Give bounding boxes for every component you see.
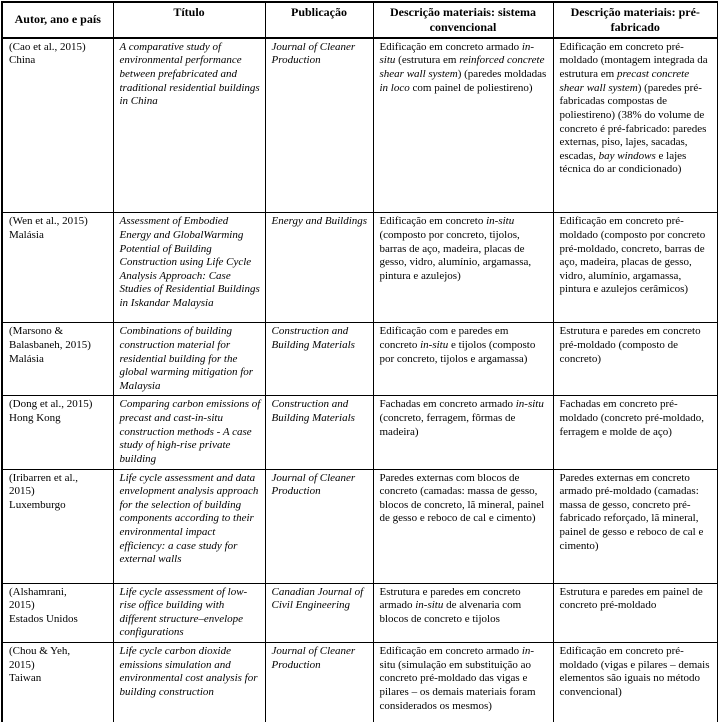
table-body bbox=[2, 38, 718, 722]
text-run: Edificação em concreto armado bbox=[379, 645, 522, 657]
text-run: Edificação em concreto pré-moldado (vigas e pilares – demais elementos são iguais no método convencional) bbox=[559, 645, 710, 698]
italic-text-run: in bbox=[521, 645, 531, 657]
prefab-description-cell bbox=[553, 396, 718, 469]
author-line: Taiwan bbox=[9, 672, 42, 685]
prefab-description-cell bbox=[553, 38, 718, 213]
table-row-3 bbox=[2, 323, 718, 396]
publication-cell: Construction and Building Materials bbox=[265, 323, 373, 396]
author-line: (Alshamrani, bbox=[9, 585, 67, 598]
italic-text-run: in-situ bbox=[379, 40, 535, 67]
text-run: e lajes técnica do ar condicionado) bbox=[559, 149, 687, 176]
header-row bbox=[2, 2, 718, 38]
title-cell: Life cycle assessment and data envelopment analysis approach for the selection of building components according to their environmental impact efficiency: a case study for external walls bbox=[113, 469, 265, 583]
text-run: Fachadas em concreto pré-moldado (concreto pré-moldado, ferragem e molde de aço) bbox=[559, 398, 704, 438]
author-line: 2015) bbox=[9, 658, 35, 671]
title-cell: A comparative study of environmental performance between prefabricated and traditional residential buildings in China bbox=[113, 38, 265, 213]
prefab-description-cell bbox=[553, 323, 718, 396]
author-line: 2015) bbox=[9, 599, 35, 612]
title-cell: Combinations of building construction material for residential building for the global warming mitigation for Malaysia bbox=[113, 323, 265, 396]
text-run: com painel de poliestireno) bbox=[409, 81, 533, 94]
column-header-publication: Publicação bbox=[265, 2, 373, 38]
author-line: (Wen et al., 2015) bbox=[9, 215, 88, 228]
author-line: (Cao et al., 2015) bbox=[9, 40, 86, 53]
italic-text-run: in-situ bbox=[486, 215, 515, 228]
prefab-description-cell bbox=[553, 583, 718, 643]
table-row-1 bbox=[2, 38, 718, 213]
author-line: (Dong et al., 2015) bbox=[9, 398, 93, 411]
text-run: Paredes externas com blocos de concreto (camadas: massa de gesso, blocos de concreto, lã mineral, painel de gesso e reboco de cal e cimento) bbox=[379, 471, 545, 525]
conventional-description-cell bbox=[373, 643, 553, 722]
publication-cell: Canadian Journal of Civil Engineering bbox=[265, 583, 373, 643]
author-line: Malásia bbox=[9, 352, 44, 365]
author-line: Estados Unidos bbox=[9, 612, 78, 625]
title-cell: Assessment of Embodied Energy and GlobalWarming Potential of Building Construction using Life Cycle Analysis Approach: Case Studies of Residential Buildings in Iskandar Malaysia bbox=[113, 213, 265, 323]
author-cell bbox=[2, 38, 113, 213]
publication-cell: Journal of Cleaner Production bbox=[265, 38, 373, 213]
prefab-description-cell bbox=[553, 643, 718, 722]
author-cell bbox=[2, 323, 113, 396]
text-run: (composto por concreto, tijolos, barras de aço, madeira, placas de gesso, vidro, alumínio, argamassa, pintura e azulejos) bbox=[379, 228, 532, 282]
table-row-5 bbox=[2, 469, 718, 583]
table-row-4 bbox=[2, 396, 718, 469]
table-row-7 bbox=[2, 643, 718, 722]
table-row-2 bbox=[2, 213, 718, 323]
publication-cell: Energy and Buildings bbox=[265, 213, 373, 323]
column-header-conventional: Descrição materiais: sistema convencional bbox=[373, 2, 553, 38]
conventional-description-cell bbox=[373, 38, 553, 213]
text-run: (concreto, ferragem, fôrmas de madeira) bbox=[379, 412, 516, 438]
text-run: -situ (simulação em substituição ao concreto pré-moldado das vigas e pilares – os demais materiais foram considerados os mesmos) bbox=[379, 645, 536, 712]
text-run: ) (paredes moldadas bbox=[457, 68, 547, 80]
column-header-title: Título bbox=[113, 2, 265, 38]
text-run: Edificação com e paredes em concreto bbox=[379, 325, 509, 351]
italic-text-run: in-situ bbox=[515, 398, 544, 411]
prefab-description-cell bbox=[553, 213, 718, 323]
italic-text-run: in-situ bbox=[415, 599, 444, 612]
author-cell bbox=[2, 583, 113, 643]
table-row-6 bbox=[2, 583, 718, 643]
author-line: Hong Kong bbox=[9, 412, 61, 424]
conventional-description-cell bbox=[373, 469, 553, 583]
italic-text-run: precast concrete shear wall system bbox=[559, 68, 690, 94]
author-line: 2015) bbox=[9, 485, 35, 498]
title-cell: Life cycle carbon dioxide emissions simulation and environmental cost analysis for building construction bbox=[113, 643, 265, 722]
text-run: Paredes externas em concreto armado pré-moldado (camadas: massa de gesso, concreto pré-fabricado reforçado, lã mineral, painel de gesso e reboco de cal e cimento) bbox=[559, 471, 704, 552]
literature-review-table bbox=[1, 1, 718, 722]
author-line: Balasbaneh, 2015) bbox=[9, 338, 91, 351]
text-run: Edificação em concreto bbox=[379, 215, 487, 228]
title-cell: Life cycle assessment of low-rise office building with different structure–envelope configurations bbox=[113, 583, 265, 643]
author-line: (Iribarren et al., bbox=[9, 471, 79, 484]
author-cell bbox=[2, 396, 113, 469]
text-run: Edificação em concreto pré-moldado (composto por concreto pré-moldado, concreto, barras de aço, madeira, placas de gesso, vidro, alumínio, argamassa, pintura e azulejos cerâmicos) bbox=[559, 215, 706, 296]
italic-text-run: reinforced concrete shear wall system bbox=[379, 54, 545, 80]
conventional-description-cell bbox=[373, 396, 553, 469]
publication-cell: Construction and Building Materials bbox=[265, 396, 373, 469]
italic-text-run: in loco bbox=[379, 81, 410, 94]
text-run: Edificação em concreto pré-moldado (montagem integrada da estrutura em bbox=[559, 40, 708, 80]
column-header-prefab: Descrição materiais: pré-fabricado bbox=[553, 2, 718, 38]
text-run: de alvenaria com blocos de concreto e tijolos bbox=[379, 599, 522, 625]
text-run: e tijolos (composto por concreto, tijolos e argamassa) bbox=[379, 338, 536, 365]
conventional-description-cell bbox=[373, 323, 553, 396]
author-line: Luxemburgo bbox=[9, 498, 66, 511]
column-header-author: Autor, ano e país bbox=[2, 2, 113, 38]
text-run: Fachadas em concreto armado bbox=[379, 398, 516, 411]
italic-text-run: in-situ bbox=[420, 338, 449, 351]
author-cell bbox=[2, 643, 113, 722]
prefab-description-cell bbox=[553, 469, 718, 583]
italic-text-run: bay windows bbox=[598, 149, 656, 162]
author-line: Malásia bbox=[9, 228, 44, 241]
text-run: (estrutura em bbox=[395, 54, 460, 67]
author-cell bbox=[2, 213, 113, 323]
conventional-description-cell bbox=[373, 583, 553, 643]
author-line: China bbox=[9, 54, 36, 67]
author-line: (Marsono & bbox=[9, 325, 64, 338]
author-cell bbox=[2, 469, 113, 583]
publication-cell: Journal of Cleaner Production bbox=[265, 643, 373, 722]
text-run: Estrutura e paredes em concreto armado bbox=[379, 585, 521, 612]
publication-cell: Journal of Cleaner Production bbox=[265, 469, 373, 583]
title-cell: Comparing carbon emissions of precast and cast-in-situ construction methods - A case study of high-rise private building bbox=[113, 396, 265, 469]
text-run: Estrutura e paredes em painel de concreto pré-moldado bbox=[559, 585, 703, 612]
text-run: Estrutura e paredes em concreto pré-moldado (composto de concreto) bbox=[559, 325, 701, 365]
author-line: (Chou & Yeh, bbox=[9, 645, 71, 657]
conventional-description-cell bbox=[373, 213, 553, 323]
text-run: ) (paredes pré-fabricadas compostas de poliestireno) (38% do volume de concreto é pré-fabricado: paredes externas, piso, lajes, sacadas, escadas, bbox=[559, 81, 707, 162]
text-run: Edificação em concreto armado bbox=[379, 40, 522, 53]
